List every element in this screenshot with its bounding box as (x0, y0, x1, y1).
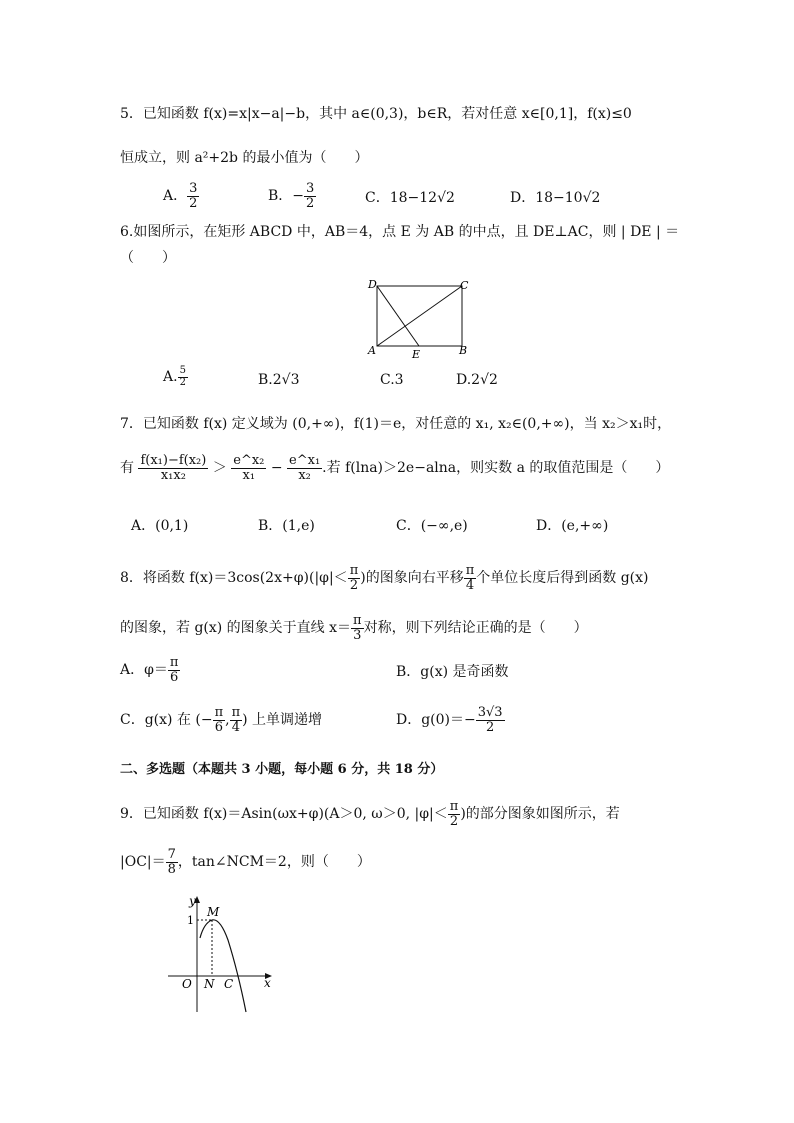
q6-option-c: C.3 (380, 372, 404, 388)
label-x: x (264, 976, 271, 990)
q8-stem-line1: 8．将函数 f(x)＝3cos(2x+φ)(|φ|＜ $\frac{\pi}{2}$ )的图象向右平移 $\frac{\pi}{4}$ 个单位长度后得到函数 g(x) (120, 563, 649, 593)
q5-option-a: A． $\frac{3}{2}$ (163, 181, 198, 211)
label-b: B (459, 344, 468, 357)
q5-option-b: B．− $\frac{3}{2}$ (268, 181, 315, 211)
q6-rectangle-figure (360, 274, 480, 360)
q6-option-b: B.2√3 (258, 372, 300, 388)
q5-stem-line1: 5．已知函数 f(x)=x|x−a|−b，其中 a∈(0,3)，b∈R，若对任意 x∈[0,1]，f(x)≤0 (120, 106, 632, 122)
q9-stem-line2: |OC|＝ $\frac{7}{8}$ ，tan∠NCM＝2，则（ ） (120, 847, 371, 877)
label-one: 1 (187, 914, 194, 927)
label-c: C (460, 279, 469, 292)
label-y: y (189, 894, 196, 908)
label-o: O (182, 977, 192, 991)
q7-stem-line1: 7．已知函数 f(x) 定义域为 (0,+∞)，f(1)＝e，对任意的 x₁, x₂∈(0,+∞)，当 x₂＞x₁时， (120, 416, 672, 432)
q6-option-d: D.2√2 (456, 372, 498, 388)
q9-stem-line1: 9．已知函数 f(x)＝Asin(ωx+φ)(A＞0, ω＞0, |φ|＜ $\frac{\pi}{2}$ )的部分图象如图所示，若 (120, 799, 620, 829)
q6-stem-line2: （ ） (120, 250, 176, 266)
q7-option-c: C．(−∞,e) (396, 518, 468, 534)
label-c: C (224, 977, 234, 991)
label-n: N (204, 977, 215, 991)
q8-option-c: C．g(x) 在 (− $\frac{\pi}{6}$ , $\frac{\pi}{4}$ ) 上单调递增 (120, 705, 323, 735)
q7-option-a: A．(0,1) (131, 518, 189, 534)
q7-option-b: B．(1,e) (258, 518, 315, 534)
q6-stem-line1: 6.如图所示，在矩形 ABCD 中，AB＝4，点 E 为 AB 的中点，且 DE⊥AC，则 | DE | ＝ (120, 224, 680, 240)
q8-option-a: A．φ＝ $\frac{\pi}{6}$ (120, 655, 179, 685)
sine-curve (200, 920, 246, 1012)
q8-option-d: D．g(0)＝− $\frac{3√3}{2}$ (396, 705, 503, 735)
diagonal-ac (377, 286, 462, 346)
segment-de (377, 286, 419, 346)
q5-option-c: C．18−12√2 (365, 190, 455, 206)
q8-stem-line2: 的图象，若 g(x) 的图象关于直线 x＝ $\frac{\pi}{3}$ 对称，则下列结论正确的是（ ） (120, 613, 588, 643)
q7-option-d: D．(e,+∞) (536, 518, 609, 534)
q7-stem-line2: 有 $\frac{\text{f(x₁)−f(x₂)}}{\text{x₁x₂}}$ ＞ $\frac{\text{e\textasciicircum{}x₂}}{\text{x₁}}$ − $\frac{\text{e\textasciicircum{}x₁}}{\text{x₂}}$ .若 f(lna)＞2e−alna，则实数 a 的取值范围是（ ） (120, 453, 670, 483)
label-e: E (412, 348, 421, 360)
label-m: M (207, 905, 220, 919)
label-d: D (368, 278, 377, 291)
label-a: A (368, 344, 376, 357)
q5-option-d: D．18−10√2 (510, 190, 601, 206)
q9-sine-graph (160, 890, 290, 1020)
q5-stem-line2: 恒成立，则 a²+2b 的最小值为（ ） (120, 150, 369, 166)
q8-option-b: B．g(x) 是奇函数 (396, 664, 509, 680)
section-title-multiple-choice: 二、多选题（本题共 3 小题，每小题 6 分，共 18 分） (120, 762, 444, 777)
q6-option-a: A. $\frac{5}{2}$ (163, 365, 186, 388)
